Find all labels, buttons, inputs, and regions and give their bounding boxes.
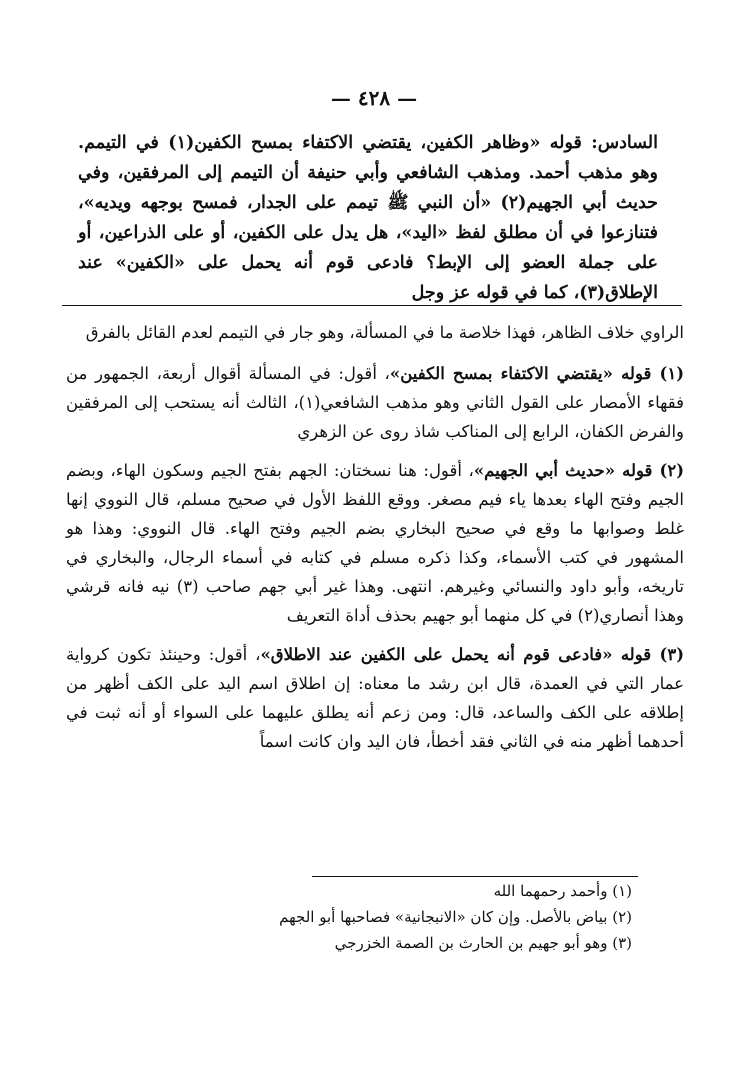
footnotes bbox=[110, 878, 632, 956]
commentary-note-1-text: ، أقول: في المسألة أقوال أربعة، الجمهور من فقهاء الأمصار على القول الثاني وهو مذهب الشافعي(١)، الثالث أنه يستحب إلى المرفقين والفرض الكفان، الرابع إلى المناكب شاذ روى عن الزهري bbox=[66, 364, 684, 441]
commentary-note-3 bbox=[66, 640, 684, 756]
commentary-note-2-text: ، أقول: هنا نسختان: الجهم بفتح الجيم وسكون الهاء، وبضم الجيم وفتح الهاء بعدها ياء فيم مصغر. ووقع اللفظ الأول في صحيح مسلم، قال النووي إنها غلط وصوابها ما وقع في صحيح البخاري بضم الجيم وفتح الهاء. قال النووي: وهذا هو المشهور في كتب الأسماء، وكذا ذكره مسلم في كتابه في أسماء الرجال، والبخاري في تاريخه، وأبو داود والنسائي وغيرهم. انتهى. وهذا غير أبي جهم صاحب (٣) نيه فانه قرشي وهذا أنصاري(٢) في كل منهما أبو جهيم بحذف أداة التعريف bbox=[66, 461, 685, 625]
footnote-divider bbox=[312, 876, 638, 877]
main-paragraph: السادس: قوله «وظاهر الكفين، يقتضي الاكتفاء بمسح الكفين(١) في التيمم. وهو مذهب أحمد. ومذهب الشافعي وأبي حنيفة أن التيمم إلى المرفقين، وفي حديث أبي الجهيم(٢) «أن النبي ﷺ تيمم على الجدار، فمسح بوجهه ويديه»، فتنازعوا في أن مطلق لفظ «اليد»، هل يدل على الكفين، أو على الذراعين، أو على جملة العضو إلى الإبط؟ فادعى قوم أنه يحمل على «الكفين» عند الإطلاق(٣)، كما في قوله عز وجل bbox=[78, 133, 659, 303]
page-number: — ٤٢٨ — bbox=[330, 86, 418, 110]
footnote-item: (٢) بياض بالأصل. وإن كان «الانبجانية» فصاحبها أبو الجهم bbox=[279, 908, 632, 926]
commentary-continuation: الراوي خلاف الظاهر، فهذا خلاصة ما في المسألة، وهو جار في التيمم لعدم القائل بالفرق bbox=[85, 323, 684, 342]
commentary-section bbox=[66, 318, 684, 766]
commentary-note-3-text: ، أقول: وحينئذ تكون كرواية عمار التي في العمدة، قال ابن رشد ما معناه: إن اطلاق اسم اليد على الكف أظهر من إطلاقه على الكف والساعد، قال: ومن زعم أنه يطلق عليهما على السواء أو أنه ثبت في أحدهما أظهر منه في الثاني فقد أخطأ، فان اليد وان كانت اسماً bbox=[66, 645, 684, 751]
commentary-note-2-lead: (٢) قوله «حديث أبي الجهيم» bbox=[473, 461, 684, 480]
commentary-note-2 bbox=[66, 456, 684, 630]
commentary-note-1-lead: (١) قوله «يقتضي الاكتفاء بمسح الكفين» bbox=[389, 364, 684, 383]
footnote-item: (٣) وهو أبو جهيم بن الحارث بن الصمة الخزرجي bbox=[334, 934, 632, 952]
commentary-note-3-lead: (٣) قوله «فادعى قوم أنه يحمل على الكفين عند الاطلاق» bbox=[260, 645, 684, 664]
main-text bbox=[78, 128, 658, 308]
footnote-item: (١) وأحمد رحمهما الله bbox=[493, 882, 632, 900]
section-divider bbox=[62, 305, 682, 306]
commentary-note-1 bbox=[66, 359, 684, 446]
